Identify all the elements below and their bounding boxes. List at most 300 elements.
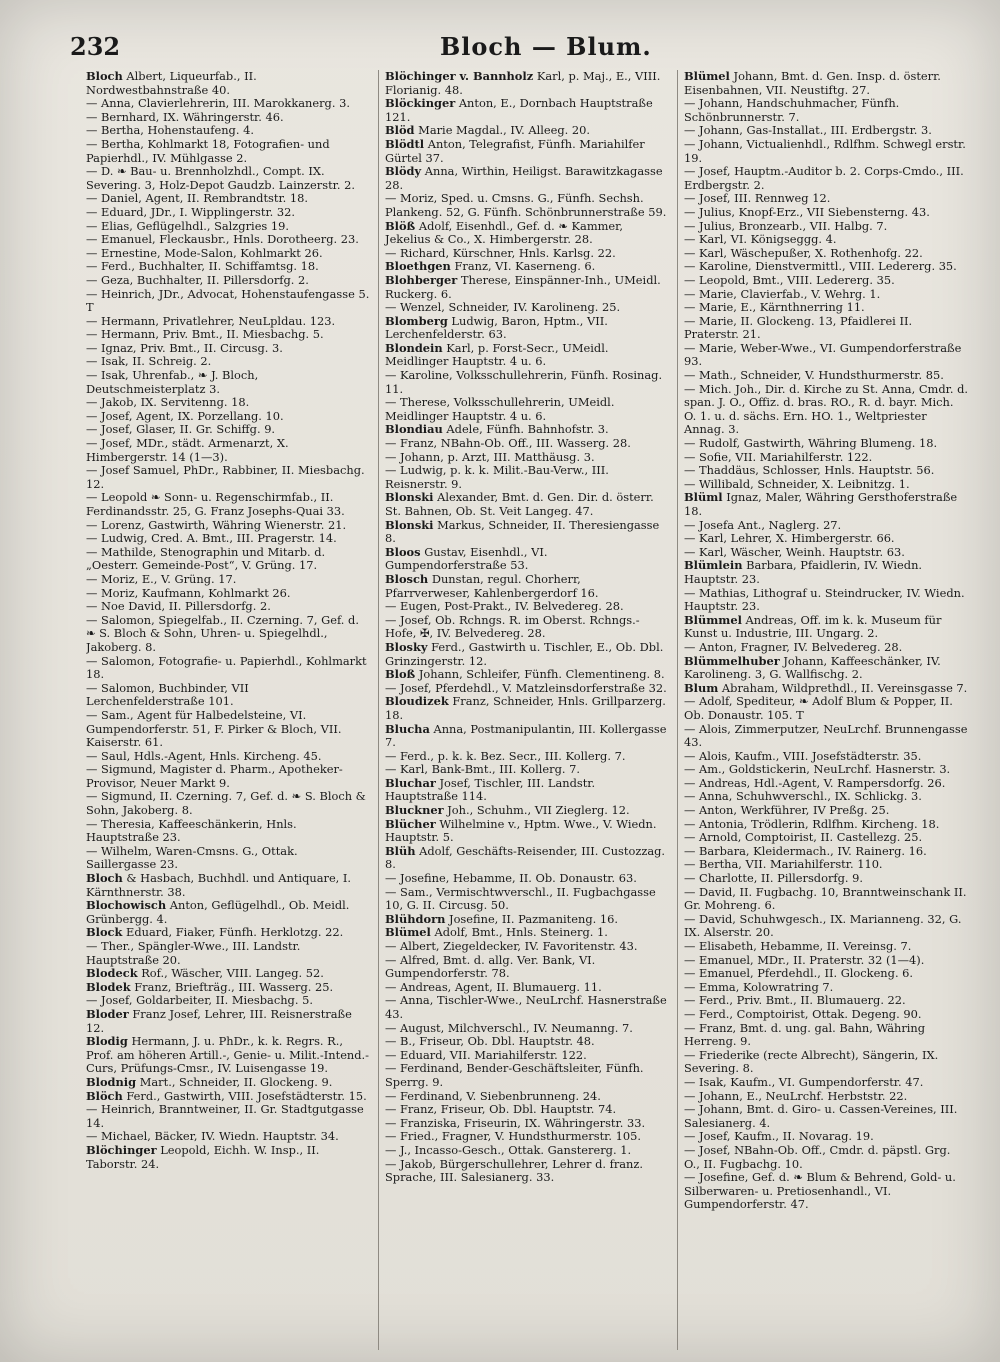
directory-entry bbox=[684, 124, 968, 138]
entry-text: Anna, Wirthin, Heiligst. Barawitzkagasse 28. bbox=[385, 164, 663, 192]
entry-surname: Blonski bbox=[385, 517, 434, 532]
running-head: Bloch — Blum. bbox=[440, 32, 652, 61]
directory-entry bbox=[86, 274, 370, 288]
directory-entry bbox=[385, 1144, 669, 1158]
directory-entry bbox=[385, 192, 669, 219]
entry-text: — Andreas, Hdl.-Agent, V. Rampersdorfg. 26. bbox=[684, 775, 946, 790]
directory-entry bbox=[385, 315, 669, 342]
directory-entry bbox=[684, 886, 968, 913]
directory-entry bbox=[684, 804, 968, 818]
entry-text: — Josef, Agent, IX. Porzellang. 10. bbox=[86, 408, 284, 423]
directory-entry bbox=[684, 1144, 968, 1171]
directory-entry bbox=[684, 641, 968, 655]
directory-entry bbox=[86, 206, 370, 220]
directory-entry bbox=[684, 206, 968, 220]
entry-text: — Karl, VI. Königseggg. 4. bbox=[684, 232, 837, 247]
directory-entry bbox=[385, 451, 669, 465]
entry-text: — Ferdinand, Bender-Geschäftsleiter, Fünfh. Sperrg. 9. bbox=[385, 1061, 644, 1089]
directory-entry bbox=[86, 97, 370, 111]
entry-surname: Blödtl bbox=[385, 136, 425, 151]
directory-entry bbox=[86, 682, 370, 709]
entry-text: Johann, Bmt. d. Gen. Insp. d. österr. Eisenbahnen, VII. Neustiftg. 27. bbox=[684, 70, 941, 97]
directory-entry bbox=[86, 247, 370, 261]
entry-text: — Fried., Fragner, V. Hundsthurmerstr. 105. bbox=[385, 1129, 641, 1144]
directory-entry bbox=[684, 1090, 968, 1104]
directory-entry bbox=[684, 994, 968, 1008]
entry-text: — Hermann, Privatlehrer, NeuLpldau. 123. bbox=[86, 313, 336, 328]
entry-text: Alexander, Bmt. d. Gen. Dir. d. österr. St. Bahnen, Ob. St. Veit Langeg. 47. bbox=[385, 490, 654, 518]
directory-entry bbox=[86, 1103, 370, 1130]
entry-surname: Blonski bbox=[385, 490, 434, 505]
entry-text: Adolf, Eisenhdl., Gef. d. ❧ Kammer, Jekelius & Co., X. Himbergerstr. 28. bbox=[385, 218, 623, 247]
directory-entry bbox=[86, 124, 370, 138]
directory-entry bbox=[684, 192, 968, 206]
entry-text: — Arnold, Comptoirist, II. Castellezg. 25. bbox=[684, 830, 923, 845]
directory-entry bbox=[385, 260, 669, 274]
entry-surname: Blümmelhuber bbox=[684, 653, 780, 668]
entry-text: Anton, Geflügelhdl., Ob. Meidl. Grünbergg. 4. bbox=[86, 898, 350, 926]
entry-text: — Bertha, Kohlmarkt 18, Fotografien- und Papierhdl., IV. Mühlgasse 2. bbox=[86, 136, 330, 165]
column-1 bbox=[86, 70, 370, 1350]
entry-text: Andreas, Off. im k. k. Museum für Kunst u. Industrie, III. Ungarg. 2. bbox=[684, 612, 942, 641]
entry-surname: Block bbox=[86, 925, 123, 940]
entry-text: — August, Milchverschl., IV. Neumanng. 7. bbox=[385, 1020, 633, 1035]
entry-surname: Blöchinger bbox=[86, 1142, 157, 1157]
entry-text: — Isak, Uhrenfab., ❧ J. Bloch, Deutschmeisterplatz 3. bbox=[86, 368, 259, 396]
directory-entry bbox=[385, 464, 669, 491]
directory-entry bbox=[684, 940, 968, 954]
directory-entry bbox=[684, 383, 968, 437]
directory-entry bbox=[684, 369, 968, 383]
directory-entry bbox=[684, 220, 968, 234]
entry-text: — Bertha, VII. Mariahilferstr. 110. bbox=[684, 857, 883, 872]
entry-text: — Saul, Hdls.-Agent, Hnls. Kircheng. 45. bbox=[86, 748, 322, 763]
entry-text: — Josefine, Hebamme, II. Ob. Donaustr. 63. bbox=[385, 871, 637, 886]
entry-text: — Wilhelm, Waren-Cmsns. G., Ottak. Saillergasse 23. bbox=[86, 843, 298, 872]
entry-text: Ignaz, Maler, Währing Gersthoferstraße 18. bbox=[684, 490, 958, 518]
directory-entry bbox=[86, 614, 370, 655]
entry-text: — J., Incasso-Gesch., Ottak. Ganstererg. 1. bbox=[385, 1142, 632, 1157]
directory-entry bbox=[684, 1076, 968, 1090]
entry-text: Gustav, Eisenhdl., VI. Gumpendorferstraße 53. bbox=[385, 544, 548, 573]
entry-surname: Blum bbox=[684, 680, 719, 695]
directory-entry bbox=[385, 274, 669, 301]
entry-text: — Mathilde, Stenographin und Mitarb. d. „Oesterr. Gemeinde-Post“, V. Grüng. 17. bbox=[86, 544, 326, 573]
directory-entry bbox=[86, 967, 370, 981]
entry-text: — Moriz, E., V. Grüng. 17. bbox=[86, 571, 237, 586]
entry-text: — Johann, E., NeuLrchf. Herbststr. 22. bbox=[684, 1088, 908, 1103]
directory-entry bbox=[385, 926, 669, 940]
directory-entry bbox=[86, 423, 370, 437]
entry-text: — B., Friseur, Ob. Dbl. Hauptstr. 48. bbox=[385, 1034, 595, 1049]
directory-entry bbox=[684, 247, 968, 261]
directory-entry bbox=[684, 97, 968, 124]
entry-text: — David, Schuhwgesch., IX. Marianneng. 32, G. IX. Alserstr. 20. bbox=[684, 911, 962, 940]
entry-text: — Marie, E., Kärnthnerring 11. bbox=[684, 300, 865, 315]
directory-columns bbox=[86, 70, 968, 1350]
directory-entry bbox=[385, 519, 669, 546]
entry-text: — Andreas, Agent, II. Blumauerg. 11. bbox=[385, 979, 602, 994]
entry-surname: Bloch bbox=[86, 871, 123, 886]
entry-text: — Moriz, Kaufmann, Kohlmarkt 26. bbox=[86, 585, 291, 600]
entry-text: — Anton, Fragner, IV. Belvedereg. 28. bbox=[684, 639, 903, 654]
entry-text: — Ludwig, Cred. A. Bmt., III. Pragerstr. 14. bbox=[86, 531, 337, 546]
entry-surname: Blondiau bbox=[385, 422, 443, 437]
entry-text: — Josefa Ant., Naglerg. 27. bbox=[684, 517, 842, 532]
directory-entry bbox=[684, 315, 968, 342]
directory-entry bbox=[684, 546, 968, 560]
directory-entry bbox=[684, 1008, 968, 1022]
directory-entry bbox=[86, 138, 370, 165]
entry-text: — Mich. Joh., Dir. d. Kirche zu St. Anna, Cmdr. d. span. J. O., Offiz. d. bras. RO., R. d. bayr. Mich. O. 1. u. d. sächs. Ern. HO. 1., Weltpriester Annag. 3. bbox=[684, 381, 968, 437]
directory-entry bbox=[86, 369, 370, 396]
directory-entry bbox=[86, 790, 370, 817]
entry-text: — Josefine, Gef. d. ❧ Blum & Behrend, Gold- u. Silberwaren- u. Pretiosenhandl., VI. Gumpendorferstr. 47. bbox=[684, 1170, 956, 1212]
directory-entry bbox=[385, 1022, 669, 1036]
directory-entry bbox=[385, 138, 669, 165]
directory-entry bbox=[385, 1117, 669, 1131]
directory-entry bbox=[86, 396, 370, 410]
entry-text: Marie Magdal., IV. Alleeg. 20. bbox=[418, 123, 591, 138]
entry-text: — Heinrich, JDr., Advocat, Hohenstaufengasse 5. T bbox=[86, 286, 370, 315]
entry-text: — Ferd., Buchhalter, II. Schiffamtsg. 18. bbox=[86, 259, 319, 274]
directory-entry bbox=[86, 940, 370, 967]
entry-surname: Blodnig bbox=[86, 1074, 137, 1089]
entry-surname: Blosky bbox=[385, 639, 428, 654]
entry-text: Eduard, Fiaker, Fünfh. Herklotzg. 22. bbox=[126, 925, 344, 940]
directory-entry bbox=[684, 437, 968, 451]
entry-text: Markus, Schneider, II. Theresiengasse 8. bbox=[385, 517, 660, 546]
directory-entry bbox=[684, 1049, 968, 1076]
directory-entry bbox=[684, 967, 968, 981]
entry-surname: Bloos bbox=[385, 544, 421, 559]
directory-entry bbox=[385, 491, 669, 518]
directory-entry bbox=[86, 70, 370, 97]
entry-text: Dunstan, regul. Chorherr, Pfarrverweser, Kahlenbergerdorf 16. bbox=[385, 571, 599, 600]
entry-text: Franz Josef, Lehrer, III. Reisnerstraße 12. bbox=[86, 1006, 352, 1035]
entry-text: — Johann, Bmt. d. Giro- u. Cassen-Vereines, III. Salesianerg. 4. bbox=[684, 1102, 958, 1130]
directory-entry bbox=[86, 342, 370, 356]
entry-text: Mart., Schneider, II. Glockeng. 9. bbox=[139, 1074, 333, 1089]
directory-entry bbox=[86, 981, 370, 995]
entry-text: Albert, Liqueurfab., II. Nordwestbahnstraße 40. bbox=[86, 70, 257, 97]
entry-text: Anna, Postmanipulantin, III. Kollergasse 7. bbox=[385, 721, 667, 750]
directory-entry bbox=[385, 981, 669, 995]
directory-entry bbox=[86, 519, 370, 533]
directory-entry bbox=[86, 1090, 370, 1104]
directory-entry bbox=[385, 641, 669, 668]
entry-text: — Ernestine, Mode-Salon, Kohlmarkt 26. bbox=[86, 245, 323, 260]
directory-entry bbox=[684, 1022, 968, 1049]
directory-entry bbox=[385, 423, 669, 437]
directory-entry bbox=[385, 913, 669, 927]
entry-text: — Noe David, II. Pillersdorfg. 2. bbox=[86, 599, 271, 614]
entry-text: — Marie, II. Glockeng. 13, Pfaidlerei II. Praterstr. 21. bbox=[684, 313, 913, 342]
directory-entry bbox=[86, 315, 370, 329]
directory-entry bbox=[684, 614, 968, 641]
directory-entry bbox=[684, 301, 968, 315]
entry-text: — Friederike (recte Albrecht), Sängerin, IX. Severing. 8. bbox=[684, 1047, 939, 1076]
entry-text: Leopold, Eichh. W. Insp., II. Taborstr. 24. bbox=[86, 1142, 320, 1171]
directory-entry bbox=[385, 1130, 669, 1144]
entry-text: — Josef, Ob. Rchngs. R. im Oberst. Rchngs.-Hofe, ✠, IV. Belvedereg. 28. bbox=[385, 612, 640, 641]
column-2 bbox=[378, 70, 669, 1350]
entry-text: Barbara, Pfaidlerin, IV. Wiedn. Hauptstr. 23. bbox=[684, 558, 923, 586]
directory-entry bbox=[385, 940, 669, 954]
entry-text: Ferd., Gastwirth u. Tischler, E., Ob. Dbl. Grinzingerstr. 12. bbox=[385, 639, 664, 668]
entry-text: — Jakob, IX. Servitenng. 18. bbox=[86, 395, 250, 410]
entry-text: — Franz, NBahn-Ob. Off., III. Wasserg. 28. bbox=[385, 436, 631, 451]
entry-surname: Bloudizek bbox=[385, 694, 449, 709]
directory-entry bbox=[684, 858, 968, 872]
directory-entry bbox=[385, 369, 669, 396]
entry-text: — Eugen, Post-Prakt., IV. Belvedereg. 28. bbox=[385, 599, 624, 614]
entry-text: — Josef, III. Rennweg 12. bbox=[684, 191, 831, 206]
entry-text: — Johann, Gas-Installat., III. Erdbergstr. 3. bbox=[684, 123, 932, 138]
entry-text: Rof., Wäscher, VIII. Langeg. 52. bbox=[141, 966, 324, 981]
entry-text: Franz, Briefträg., III. Wasserg. 25. bbox=[134, 979, 334, 994]
entry-text: — Marie, Clavierfab., V. Wehrg. 1. bbox=[684, 286, 881, 301]
directory-entry bbox=[684, 342, 968, 369]
directory-entry bbox=[385, 668, 669, 682]
entry-surname: Bloß bbox=[385, 667, 416, 682]
directory-entry bbox=[86, 192, 370, 206]
entry-text: — Josef Samuel, PhDr., Rabbiner, II. Miesbachg. 12. bbox=[86, 463, 365, 491]
entry-text: — Ferd., Priv. Bmt., II. Blumauerg. 22. bbox=[684, 993, 906, 1008]
directory-entry bbox=[385, 437, 669, 451]
entry-text: — Salomon, Spiegelfab., II. Czerning. 7, Gef. d. ❧ S. Bloch & Sohn, Uhren- u. Spiegelhdl., Jakoberg. 8. bbox=[86, 612, 359, 654]
entry-text: Therese, Einspänner-Inh., UMeidl. Ruckerg. 6. bbox=[385, 272, 661, 301]
entry-text: — D. ❧ Bau- u. Brennholzhdl., Compt. IX. Severing. 3, Holz-Depot Gaudzb. Lainzerstr. 2. bbox=[86, 164, 355, 192]
entry-text: — Josef, Kaufm., II. Novarag. 19. bbox=[684, 1129, 874, 1144]
entry-text: Franz, Schneider, Hnls. Grillparzerg. 18. bbox=[385, 694, 666, 722]
entry-text: — Isak, II. Schreig. 2. bbox=[86, 354, 212, 369]
entry-text: — Math., Schneider, V. Hundsthurmerstr. 85. bbox=[684, 368, 944, 383]
entry-text: — Theresia, Kaffeeschänkerin, Hnls. Hauptstraße 23. bbox=[86, 816, 297, 845]
entry-text: Karl, p. Maj., E., VIII. Florianig. 48. bbox=[385, 70, 661, 97]
directory-entry bbox=[385, 70, 669, 97]
entry-text: Abraham, Wildprethdl., II. Vereinsgasse 7. bbox=[721, 680, 968, 695]
directory-entry bbox=[86, 1035, 370, 1076]
entry-text: Ludwig, Baron, Hptm., VII. Lerchenfelderstr. 63. bbox=[385, 313, 608, 342]
entry-surname: Bluchar bbox=[385, 775, 436, 790]
entry-text: — Karoline, Dienstvermittl., VIII. Ledererg. 35. bbox=[684, 259, 957, 274]
entry-text: Hermann, J. u. PhDr., k. k. Regrs. R., Prof. am höheren Artill.-, Genie- u. Milit.-Intend.-Curs, Prüfungs-Cmsr., IV. Luisengasse 19. bbox=[86, 1034, 370, 1076]
entry-text: Johann, Schleifer, Fünfh. Clementineng. 8. bbox=[418, 667, 665, 682]
entry-text: — Wenzel, Schneider, IV. Karolineng. 25. bbox=[385, 300, 621, 315]
entry-surname: Blohberger bbox=[385, 272, 458, 287]
directory-entry bbox=[684, 913, 968, 940]
directory-entry bbox=[385, 954, 669, 981]
directory-entry bbox=[684, 981, 968, 995]
entry-text: — Johann, Victualienhdl., Rdlfhm. Schwegl erstr. 19. bbox=[684, 136, 966, 165]
directory-entry bbox=[86, 573, 370, 587]
entry-text: — Alois, Kaufm., VIII. Josefstädterstr. 35. bbox=[684, 748, 922, 763]
entry-text: Wilhelmine v., Hptm. Wwe., V. Wiedn. Hauptstr. 5. bbox=[385, 816, 657, 845]
entry-text: — Emma, Kolowratring 7. bbox=[684, 979, 834, 994]
directory-entry bbox=[385, 777, 669, 804]
entry-text: — Elisabeth, Hebamme, II. Vereinsg. 7. bbox=[684, 939, 912, 953]
entry-text: — Karl, Wäscher, Weinh. Hauptstr. 63. bbox=[684, 544, 905, 559]
directory-entry bbox=[684, 750, 968, 764]
entry-surname: Blomberg bbox=[385, 313, 448, 328]
entry-text: — Lorenz, Gastwirth, Währing Wienerstr. 21. bbox=[86, 517, 347, 532]
entry-surname: Blondein bbox=[385, 340, 443, 355]
directory-entry bbox=[684, 682, 968, 696]
directory-entry bbox=[385, 872, 669, 886]
directory-entry bbox=[684, 777, 968, 791]
directory-entry bbox=[86, 709, 370, 750]
entry-text: — Johann, p. Arzt, III. Matthäusg. 3. bbox=[385, 449, 595, 464]
directory-entry bbox=[684, 587, 968, 614]
entry-surname: Blümel bbox=[684, 70, 730, 83]
entry-text: — Barbara, Kleidermach., IV. Rainerg. 16. bbox=[684, 843, 927, 858]
column-3 bbox=[677, 70, 968, 1350]
entry-text: — Daniel, Agent, II. Rembrandtstr. 18. bbox=[86, 191, 309, 206]
entry-text: — Eduard, JDr., I. Wipplingerstr. 32. bbox=[86, 204, 296, 219]
entry-text: — Heinrich, Branntweiner, II. Gr. Stadtgutgasse 14. bbox=[86, 1102, 364, 1130]
directory-entry bbox=[684, 1171, 968, 1212]
entry-text: — Alfred, Bmt. d. allg. Ver. Bank, VI. Gumpendorferstr. 78. bbox=[385, 952, 596, 981]
entry-text: — Sofie, VII. Mariahilferstr. 122. bbox=[684, 449, 873, 464]
entry-text: — Karl, Lehrer, X. Himbergerstr. 66. bbox=[684, 531, 895, 546]
entry-text: — Sigmund, II. Czerning. 7, Gef. d. ❧ S. Bloch & Sohn, Jakoberg. 8. bbox=[86, 789, 366, 818]
entry-text: Franz, VI. Kaserneng. 6. bbox=[454, 259, 596, 274]
entry-text: Anton, E., Dornbach Hauptstraße 121. bbox=[385, 96, 653, 124]
directory-entry bbox=[684, 519, 968, 533]
directory-entry bbox=[385, 818, 669, 845]
directory-entry bbox=[86, 750, 370, 764]
entry-surname: Blümlein bbox=[684, 558, 743, 573]
entry-surname: Blucha bbox=[385, 721, 430, 736]
directory-entry bbox=[86, 220, 370, 234]
entry-surname: Bloethgen bbox=[385, 259, 451, 274]
entry-text: — Moriz, Sped. u. Cmsns. G., Fünfh. Sechsh. Plankeng. 52, G. Fünfh. Schönbrunnerstraße 59. bbox=[385, 191, 667, 219]
entry-surname: Blödy bbox=[385, 164, 422, 179]
directory-entry bbox=[86, 546, 370, 573]
directory-entry bbox=[86, 410, 370, 424]
entry-text: Ferd., Gastwirth, VIII. Josefstädterstr. 15. bbox=[126, 1088, 367, 1103]
entry-text: — Ignaz, Priv. Bmt., II. Circusg. 3. bbox=[86, 340, 283, 355]
entry-text: — Ferd., Comptoirist, Ottak. Degeng. 90. bbox=[684, 1006, 922, 1021]
entry-text: — Adolf, Spediteur, ❧ Adolf Blum & Popper, II. Ob. Donaustr. 105. T bbox=[684, 694, 953, 722]
directory-entry bbox=[684, 954, 968, 968]
directory-entry bbox=[684, 288, 968, 302]
entry-surname: Bloder bbox=[86, 1006, 129, 1021]
entry-text: — Emanuel, Fleckausbr., Hnls. Dorotheerg. 23. bbox=[86, 232, 359, 247]
directory-entry bbox=[684, 559, 968, 586]
entry-surname: Blodeck bbox=[86, 966, 138, 981]
entry-text: — Isak, Kaufm., VI. Gumpendorferstr. 47. bbox=[684, 1074, 924, 1089]
entry-text: — Charlotte, II. Pillersdorfg. 9. bbox=[684, 871, 864, 886]
entry-text: — Anton, Werkführer, IV Preßg. 25. bbox=[684, 803, 890, 818]
directory-entry bbox=[86, 491, 370, 518]
directory-entry bbox=[385, 763, 669, 777]
entry-text: — Leopold, Bmt., VIII. Ledererg. 35. bbox=[684, 272, 895, 287]
directory-entry bbox=[86, 260, 370, 274]
directory-entry bbox=[684, 478, 968, 492]
directory-entry bbox=[86, 899, 370, 926]
entry-text: — Josef, MDr., städt. Armenarzt, X. Himbergerstr. 14 (1—3). bbox=[86, 436, 289, 464]
directory-entry bbox=[385, 97, 669, 124]
directory-entry bbox=[385, 845, 669, 872]
entry-surname: Blümel bbox=[385, 925, 431, 940]
directory-entry bbox=[86, 1130, 370, 1144]
entry-surname: Blücher bbox=[385, 816, 436, 831]
entry-text: — Johann, Handschuhmacher, Fünfh. Schönbrunnerstr. 7. bbox=[684, 96, 900, 124]
entry-text: & Hasbach, Buchhdl. und Antiquare, I. Kärnthnerstr. 38. bbox=[86, 871, 352, 899]
entry-text: — Richard, Kürschner, Hnls. Karlsg. 22. bbox=[385, 245, 616, 260]
entry-surname: Blüml bbox=[684, 490, 723, 505]
directory-entry bbox=[385, 301, 669, 315]
entry-text: — Julius, Knopf-Erz., VII Siebensterng. 43. bbox=[684, 204, 930, 219]
entry-text: — Marie, Weber-Wwe., VI. Gumpendorferstraße 93. bbox=[684, 340, 962, 369]
entry-text: — Josef, Glaser, II. Gr. Schiffg. 9. bbox=[86, 422, 276, 437]
directory-entry bbox=[86, 818, 370, 845]
entry-surname: Blodek bbox=[86, 979, 131, 994]
directory-entry bbox=[86, 926, 370, 940]
directory-entry bbox=[86, 111, 370, 125]
entry-text: — Josef, Pferdehdl., V. Matzleinsdorferstraße 32. bbox=[385, 680, 667, 695]
directory-entry bbox=[684, 1130, 968, 1144]
entry-text: Josefine, II. Pazmaniteng. 16. bbox=[449, 911, 618, 926]
directory-entry bbox=[86, 587, 370, 601]
entry-text: — Bernhard, IX. Währingerstr. 46. bbox=[86, 109, 284, 124]
directory-entry bbox=[86, 355, 370, 369]
directory-entry bbox=[385, 682, 669, 696]
entry-text: — Sam., Vermischtwverschl., II. Fugbachgasse 10, G. II. Circusg. 50. bbox=[385, 884, 656, 913]
entry-text: Karl, p. Forst-Secr., UMeidl. Meidlinger Hauptstr. 4 u. 6. bbox=[385, 340, 609, 369]
directory-entry bbox=[684, 763, 968, 777]
entry-text: — Rudolf, Gastwirth, Währing Blumeng. 18. bbox=[684, 436, 938, 451]
directory-entry bbox=[86, 1008, 370, 1035]
directory-entry bbox=[385, 1049, 669, 1063]
page-number: 232 bbox=[70, 32, 121, 61]
entry-text: — Salomon, Buchbinder, VII Lerchenfelderstraße 101. bbox=[86, 680, 249, 709]
directory-entry bbox=[385, 804, 669, 818]
directory-entry bbox=[684, 532, 968, 546]
entry-text: — Antonia, Trödlerin, Rdlfhm. Kircheng. 18. bbox=[684, 816, 940, 831]
directory-entry bbox=[684, 491, 968, 518]
directory-entry bbox=[385, 1035, 669, 1049]
directory-entry bbox=[86, 288, 370, 315]
directory-entry bbox=[385, 1158, 669, 1185]
entry-text: — Julius, Bronzearb., VII. Halbg. 7. bbox=[684, 218, 888, 233]
entry-text: — Albert, Ziegeldecker, IV. Favoritenstr. 43. bbox=[385, 939, 638, 953]
entry-text: Adolf, Geschäfts-Reisender, III. Custozzag. 8. bbox=[385, 843, 666, 872]
directory-entry bbox=[684, 464, 968, 478]
entry-text: — Emanuel, Pferdehdl., II. Glockeng. 6. bbox=[684, 966, 914, 981]
directory-entry bbox=[86, 464, 370, 491]
directory-entry bbox=[86, 655, 370, 682]
entry-text: — Karoline, Volksschullehrerin, Fünfh. Rosinag. 11. bbox=[385, 368, 663, 396]
directory-entry bbox=[385, 886, 669, 913]
directory-entry bbox=[385, 750, 669, 764]
entry-text: Josef, Tischler, III. Landstr. Hauptstraße 114. bbox=[385, 775, 596, 804]
entry-text: — Josef, Goldarbeiter, II. Miesbachg. 5. bbox=[86, 993, 313, 1008]
directory-entry bbox=[385, 695, 669, 722]
directory-entry bbox=[86, 532, 370, 546]
directory-entry bbox=[385, 220, 669, 247]
directory-entry bbox=[684, 274, 968, 288]
entry-text: — Am., Goldstickerin, NeuLrchf. Hasnerstr. 3. bbox=[684, 762, 951, 777]
entry-surname: Blöckinger bbox=[385, 96, 456, 111]
directory-entry bbox=[385, 396, 669, 423]
entry-surname: Blodig bbox=[86, 1034, 128, 1049]
directory-entry bbox=[684, 70, 968, 97]
entry-surname: Blühdorn bbox=[385, 911, 446, 926]
directory-entry bbox=[86, 600, 370, 614]
